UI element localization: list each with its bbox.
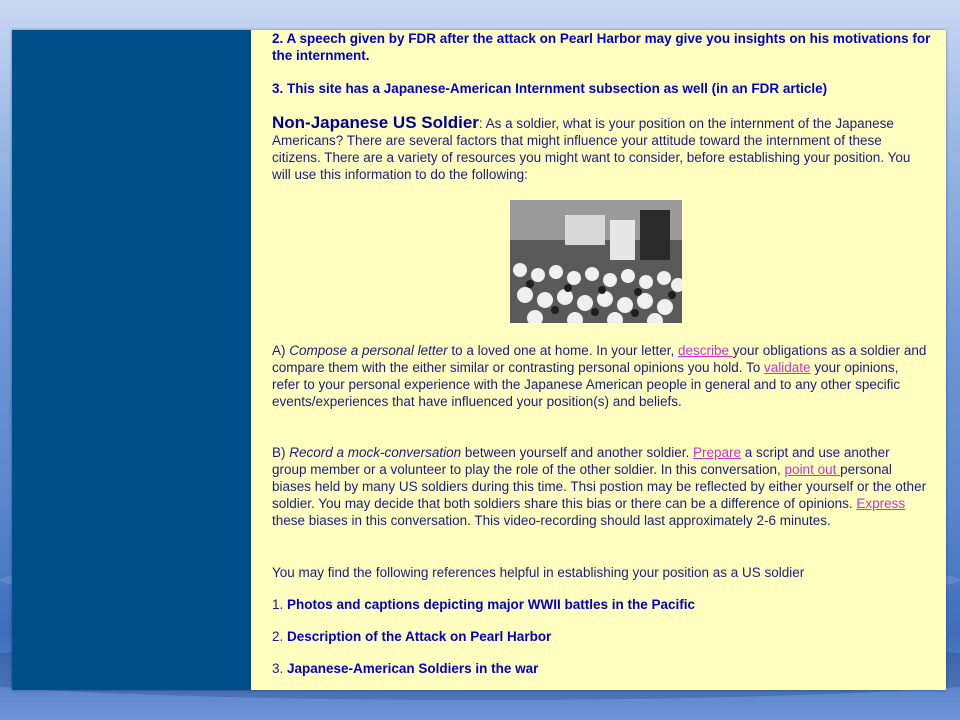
task-b-text-1: between yourself and another soldier. [461,445,693,460]
task-b-text-2: a script and use another group member or a volunteer to play the role of the other soldier. In this conversation, [272,445,890,477]
section-intro-text: : As a soldier, what is your position on the internment of the Japanese Americans? There are several factors that might influence your attitude toward the internment of these citizens. There are a variety of resources you might want to consider, before establishing your position. You will use this information to do the following: [272,116,911,182]
section-intro [272,114,927,183]
reference-1-number: 1. [272,597,288,612]
task-a-text-2: your obligations as a soldier and compare them with the either similar or contrasting personal opinions you hold. To [272,343,927,375]
express-link[interactable]: Express [856,496,906,511]
task-b-text-4: these biases in this conversation. This video-recording should last approximately 2-6 minutes. [272,513,831,528]
describe-link[interactable]: describe [678,343,733,358]
reference-2-link[interactable]: Description of the Attack on Pearl Harbor [287,629,552,644]
resource-item-3[interactable]: 3. This site has a Japanese-American Internment subsection as well (in an FDR article) [272,81,828,96]
reference-3-number: 3. [272,661,288,676]
section-heading: Non-Japanese US Soldier [272,113,479,132]
reference-1-link[interactable]: Photos and captions depicting major WWII battles in the Pacific [287,597,696,612]
prepare-link[interactable]: Prepare [693,445,742,460]
references-intro: You may find the following references helpful in establishing your position as a US soldier [272,565,805,580]
reference-2-number: 2. [272,629,288,644]
task-a-text-3: your opinions, refer to your personal experience with the Japanese American people in general and to any other specific events/experiences that have influenced your position(s) and beliefs. [272,360,901,409]
reference-item-1 [272,596,695,613]
reference-item-3 [272,660,538,677]
task-b [272,444,927,529]
task-a-title: Compose a personal letter [289,343,448,358]
left-sidebar [12,30,251,690]
task-b-title: Record a mock-conversation [289,445,462,460]
validate-link[interactable]: validate [764,360,811,375]
point-out-link[interactable]: point out [784,462,841,477]
photo-image [510,200,682,323]
reference-item-2 [272,628,551,645]
task-a-text-1: to a loved one at home. In your letter, [447,343,678,358]
task-a-prefix: A) [272,343,290,358]
webpage-screenshot [12,30,946,690]
reference-3-link[interactable]: Japanese-American Soldiers in the war [287,661,539,676]
soldiers-photo [510,200,682,323]
task-b-prefix: B) [272,445,290,460]
resource-item-2[interactable]: 2. A speech given by FDR after the attack on Pearl Harbor may give you insights on his motivations for the internment. [272,31,931,63]
task-a [272,342,927,410]
task-b-text-3: personal biases held by many US soldiers during this time. Thsi postion may be reflected by either yourself or the other soldier. You may decide that both soldiers share this bias or there can be a difference of opinions. [272,462,927,511]
